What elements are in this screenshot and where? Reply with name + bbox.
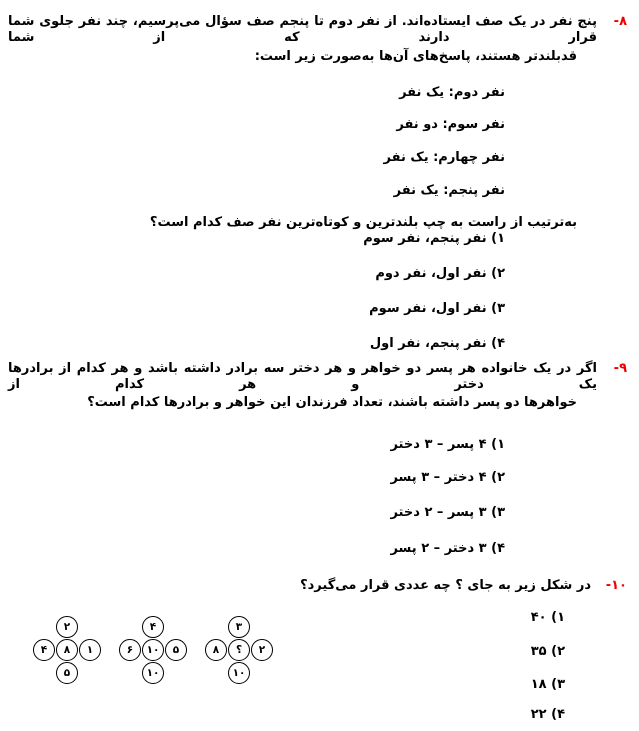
circle-value: ۸ <box>205 639 227 661</box>
circle-value: ۳ <box>228 616 250 638</box>
circle-value: ۱۰ <box>142 662 164 684</box>
question-10-option-4: ۴) ۲۲ <box>530 707 565 722</box>
question-8-option-2: ۲) نفر اول، نفر دوم <box>375 266 505 281</box>
question-8-stem-line2: قدبلندتر هستند، پاسخ‌های آن‌ها به‌صورت زیر است: <box>254 49 577 64</box>
circle-value: ۶ <box>119 639 141 661</box>
circle-value: ۴ <box>142 616 164 638</box>
number-cross-2 <box>119 616 188 685</box>
question-10-option-3: ۳) ۱۸ <box>530 677 565 692</box>
number-cross-3-with-question-mark <box>205 616 274 685</box>
question-8-item-4: نفر پنجم: یک نفر <box>393 183 505 198</box>
circle-value: ۱۰ <box>142 639 164 661</box>
question-8-option-1: ۱) نفر پنجم، نفر سوم <box>363 231 505 246</box>
circle-question-mark: ؟ <box>228 639 250 661</box>
question-10-option-2: ۲) ۳۵ <box>530 644 565 659</box>
question-8-option-4: ۴) نفر پنجم، نفر اول <box>369 336 505 351</box>
circle-value: ۱۰ <box>228 662 250 684</box>
circle-value: ۲ <box>251 639 273 661</box>
question-8-option-3: ۳) نفر اول، نفر سوم <box>369 301 505 316</box>
question-8-prompt: به‌ترتیب از راست به چپ بلندترین و کوتاه‌ترین نفر صف کدام است؟ <box>149 215 577 230</box>
question-8-item-2: نفر سوم: دو نفر <box>396 117 505 132</box>
question-9-stem-line2: خواهرها دو پسر داشته باشند، تعداد فرزندان این خواهر و برادرها کدام است؟ <box>87 395 577 410</box>
circle-value: ۵ <box>56 662 78 684</box>
question-10-number: ۱۰- <box>605 578 627 593</box>
number-cross-1 <box>33 616 102 685</box>
question-9-stem-line1: اگر در یک خانواده هر پسر دو خواهر و هر دختر سه برادر داشته باشد و هر کدام از برادرها یک دختر و هر کدام از <box>8 361 597 392</box>
question-9-option-4: ۴) ۳ دختر – ۲ پسر <box>390 541 505 556</box>
question-8-item-3: نفر چهارم: یک نفر <box>383 150 505 165</box>
question-9-option-3: ۳) ۳ پسر – ۲ دختر <box>390 505 505 520</box>
question-10-option-1: ۱) ۴۰ <box>530 610 565 625</box>
circle-value: ۲ <box>56 616 78 638</box>
question-10-figure <box>33 616 274 685</box>
circle-value: ۴ <box>33 639 55 661</box>
question-8-number: ۸- <box>613 14 627 29</box>
circle-value: ۵ <box>165 639 187 661</box>
circle-value: ۸ <box>56 639 78 661</box>
question-9-number: ۹- <box>613 361 627 376</box>
question-10-stem: در شکل زیر به جای ؟ چه عددی قرار می‌گیرد؟ <box>300 578 591 593</box>
question-9-option-1: ۱) ۴ پسر – ۳ دختر <box>390 437 505 452</box>
question-8-stem-line1: پنج نفر در یک صف ایستاده‌اند. از نفر دوم تا پنجم صف سؤال می‌پرسیم، چند نفر جلوی شما قرار دارند که از شما <box>8 14 597 45</box>
question-9-option-2: ۲) ۴ دختر – ۳ پسر <box>390 470 505 485</box>
circle-value: ۱ <box>79 639 101 661</box>
question-8-item-1: نفر دوم: یک نفر <box>399 85 505 100</box>
